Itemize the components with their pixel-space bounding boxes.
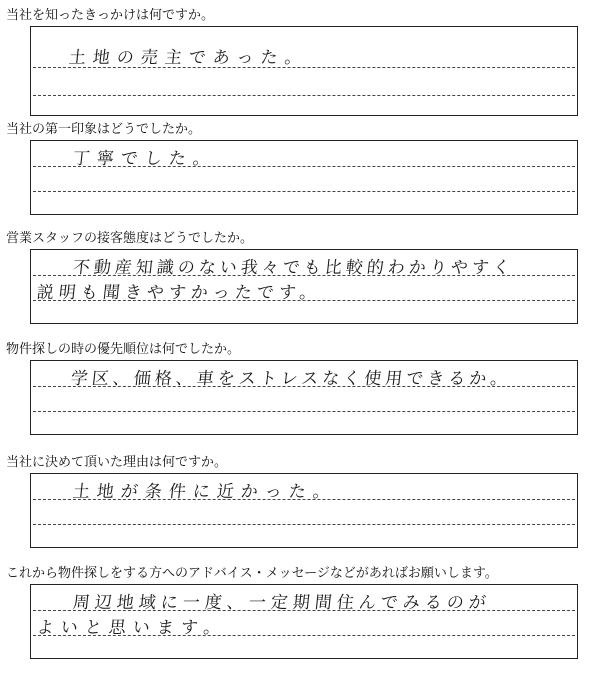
answer-box (30, 360, 578, 435)
handwritten-answer-line: 丁寧でした。 (71, 149, 218, 169)
handwritten-answer-line: 説明も聞きやすかったです。 (35, 283, 323, 303)
question-label: 当社に決めて頂いた理由は何ですか。 (6, 455, 228, 470)
handwritten-answer-line: 学区、価格、車をストレスなく使用できるか。 (69, 369, 513, 389)
answer-box (30, 473, 578, 548)
answer-box (30, 249, 578, 324)
question-label: これから物件探しをする方へのアドバイス・メッセージなどがあればお願いします。 (6, 566, 498, 581)
handwritten-answer-line: 周辺地域に一度、一定期間住んでみるのが (71, 593, 492, 613)
ruled-line (33, 524, 575, 525)
answer-box (30, 584, 578, 659)
question-label: 当社を知ったきっかけは何ですか。 (6, 8, 215, 23)
question-label: 営業スタッフの接客態度はどうでしたか。 (6, 231, 254, 246)
question-label: 物件探しの時の優先順位は何でしたか。 (6, 342, 241, 357)
ruled-line (33, 95, 575, 96)
ruled-line (33, 411, 575, 412)
handwritten-answer-line: よいと思います。 (35, 618, 229, 638)
answer-box (30, 26, 578, 116)
handwritten-answer-line: 不動産知識のない我々でも比較的わかりやすく (71, 258, 515, 278)
handwritten-answer-line: 土地が条件に近かった。 (71, 482, 338, 502)
question-label: 当社の第一印象はどうでしたか。 (6, 122, 202, 137)
ruled-line (33, 191, 575, 192)
handwritten-answer-line: 土地の売主であった。 (67, 48, 310, 68)
answer-box (30, 140, 578, 215)
